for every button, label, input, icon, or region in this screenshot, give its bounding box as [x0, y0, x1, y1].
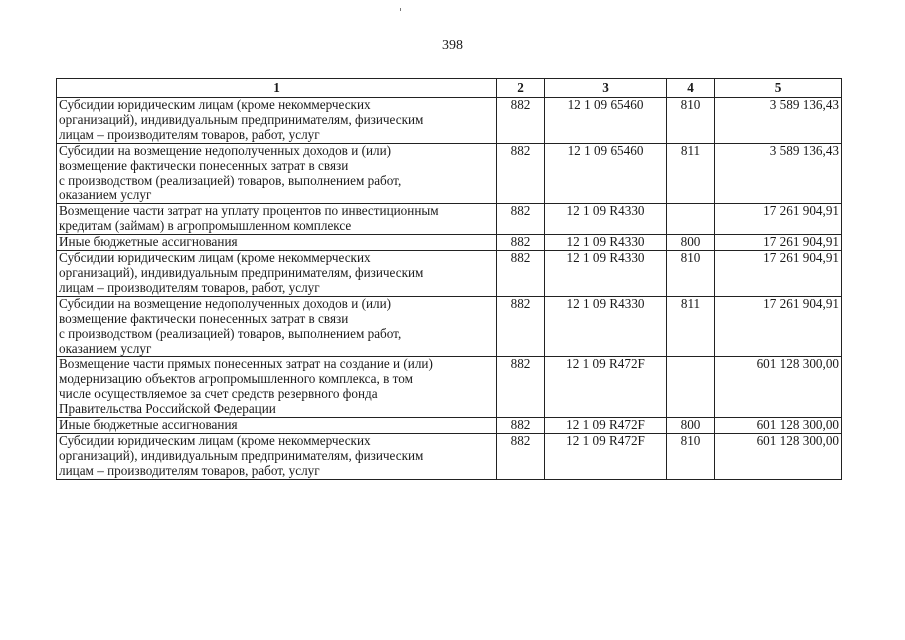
row-vr: 810 [667, 251, 715, 297]
row-vr: 811 [667, 296, 715, 357]
row-name: Субсидии юридическим лицам (кроме некоммерческих организаций), индивидуальным предпринимателям, физическим лицам – производителям товаров, работ, услуг [57, 98, 497, 144]
row-csr: 12 1 09 R4330 [545, 251, 667, 297]
row-sum: 601 128 300,00 [715, 418, 842, 434]
row-vr [667, 204, 715, 235]
table-row [57, 296, 842, 357]
row-name: Субсидии на возмещение недополученных доходов и (или) возмещение фактически понесенных затрат в связи с производством (реализацией) товаров, выполнением работ, оказанием услуг [57, 143, 497, 204]
table-row [57, 143, 842, 204]
table-header-row [57, 79, 842, 98]
row-ved: 882 [497, 357, 545, 418]
table-row [57, 204, 842, 235]
row-csr: 12 1 09 R4330 [545, 296, 667, 357]
row-ved: 882 [497, 235, 545, 251]
table-row [57, 98, 842, 144]
page-number: 398 [442, 38, 463, 53]
table-row [57, 251, 842, 297]
row-csr: 12 1 09 R4330 [545, 204, 667, 235]
row-csr: 12 1 09 R4330 [545, 235, 667, 251]
row-sum: 601 128 300,00 [715, 357, 842, 418]
row-csr: 12 1 09 65460 [545, 98, 667, 144]
row-csr: 12 1 09 65460 [545, 143, 667, 204]
row-sum: 17 261 904,91 [715, 204, 842, 235]
row-name: Субсидии юридическим лицам (кроме некоммерческих организаций), индивидуальным предпринимателям, физическим лицам – производителям товаров, работ, услуг [57, 433, 497, 479]
row-ved: 882 [497, 418, 545, 434]
row-vr: 810 [667, 433, 715, 479]
row-sum: 3 589 136,43 [715, 143, 842, 204]
column-header-3: 3 [545, 79, 667, 98]
row-sum: 17 261 904,91 [715, 296, 842, 357]
row-vr: 811 [667, 143, 715, 204]
row-ved: 882 [497, 143, 545, 204]
row-name: Субсидии на возмещение недополученных доходов и (или) возмещение фактически понесенных затрат в связи с производством (реализацией) товаров, выполнением работ, оказанием услуг [57, 296, 497, 357]
row-csr: 12 1 09 R472F [545, 357, 667, 418]
row-sum: 601 128 300,00 [715, 433, 842, 479]
row-vr [667, 357, 715, 418]
table-row [57, 433, 842, 479]
row-ved: 882 [497, 296, 545, 357]
table-row [57, 357, 842, 418]
row-ved: 882 [497, 251, 545, 297]
row-ved: 882 [497, 204, 545, 235]
column-header-4: 4 [667, 79, 715, 98]
scan-speck [400, 8, 401, 11]
column-header-5: 5 [715, 79, 842, 98]
table-row [57, 418, 842, 434]
row-vr: 800 [667, 235, 715, 251]
table-row [57, 235, 842, 251]
column-header-2: 2 [497, 79, 545, 98]
row-sum: 3 589 136,43 [715, 98, 842, 144]
row-csr: 12 1 09 R472F [545, 418, 667, 434]
row-sum: 17 261 904,91 [715, 235, 842, 251]
row-csr: 12 1 09 R472F [545, 433, 667, 479]
row-vr: 800 [667, 418, 715, 434]
row-vr: 810 [667, 98, 715, 144]
row-name: Иные бюджетные ассигнования [57, 235, 497, 251]
row-ved: 882 [497, 98, 545, 144]
column-header-1: 1 [57, 79, 497, 98]
budget-table [56, 78, 842, 480]
row-name: Возмещение части прямых понесенных затрат на создание и (или) модернизацию объектов агропромышленного комплекса, в том числе осуществляемое за счет средств резервного фонда Правительства Российской Федерации [57, 357, 497, 418]
row-name: Иные бюджетные ассигнования [57, 418, 497, 434]
row-ved: 882 [497, 433, 545, 479]
row-sum: 17 261 904,91 [715, 251, 842, 297]
row-name: Субсидии юридическим лицам (кроме некоммерческих организаций), индивидуальным предпринимателям, физическим лицам – производителям товаров, работ, услуг [57, 251, 497, 297]
row-name: Возмещение части затрат на уплату процентов по инвестиционным кредитам (займам) в агропромышленном комплексе [57, 204, 497, 235]
